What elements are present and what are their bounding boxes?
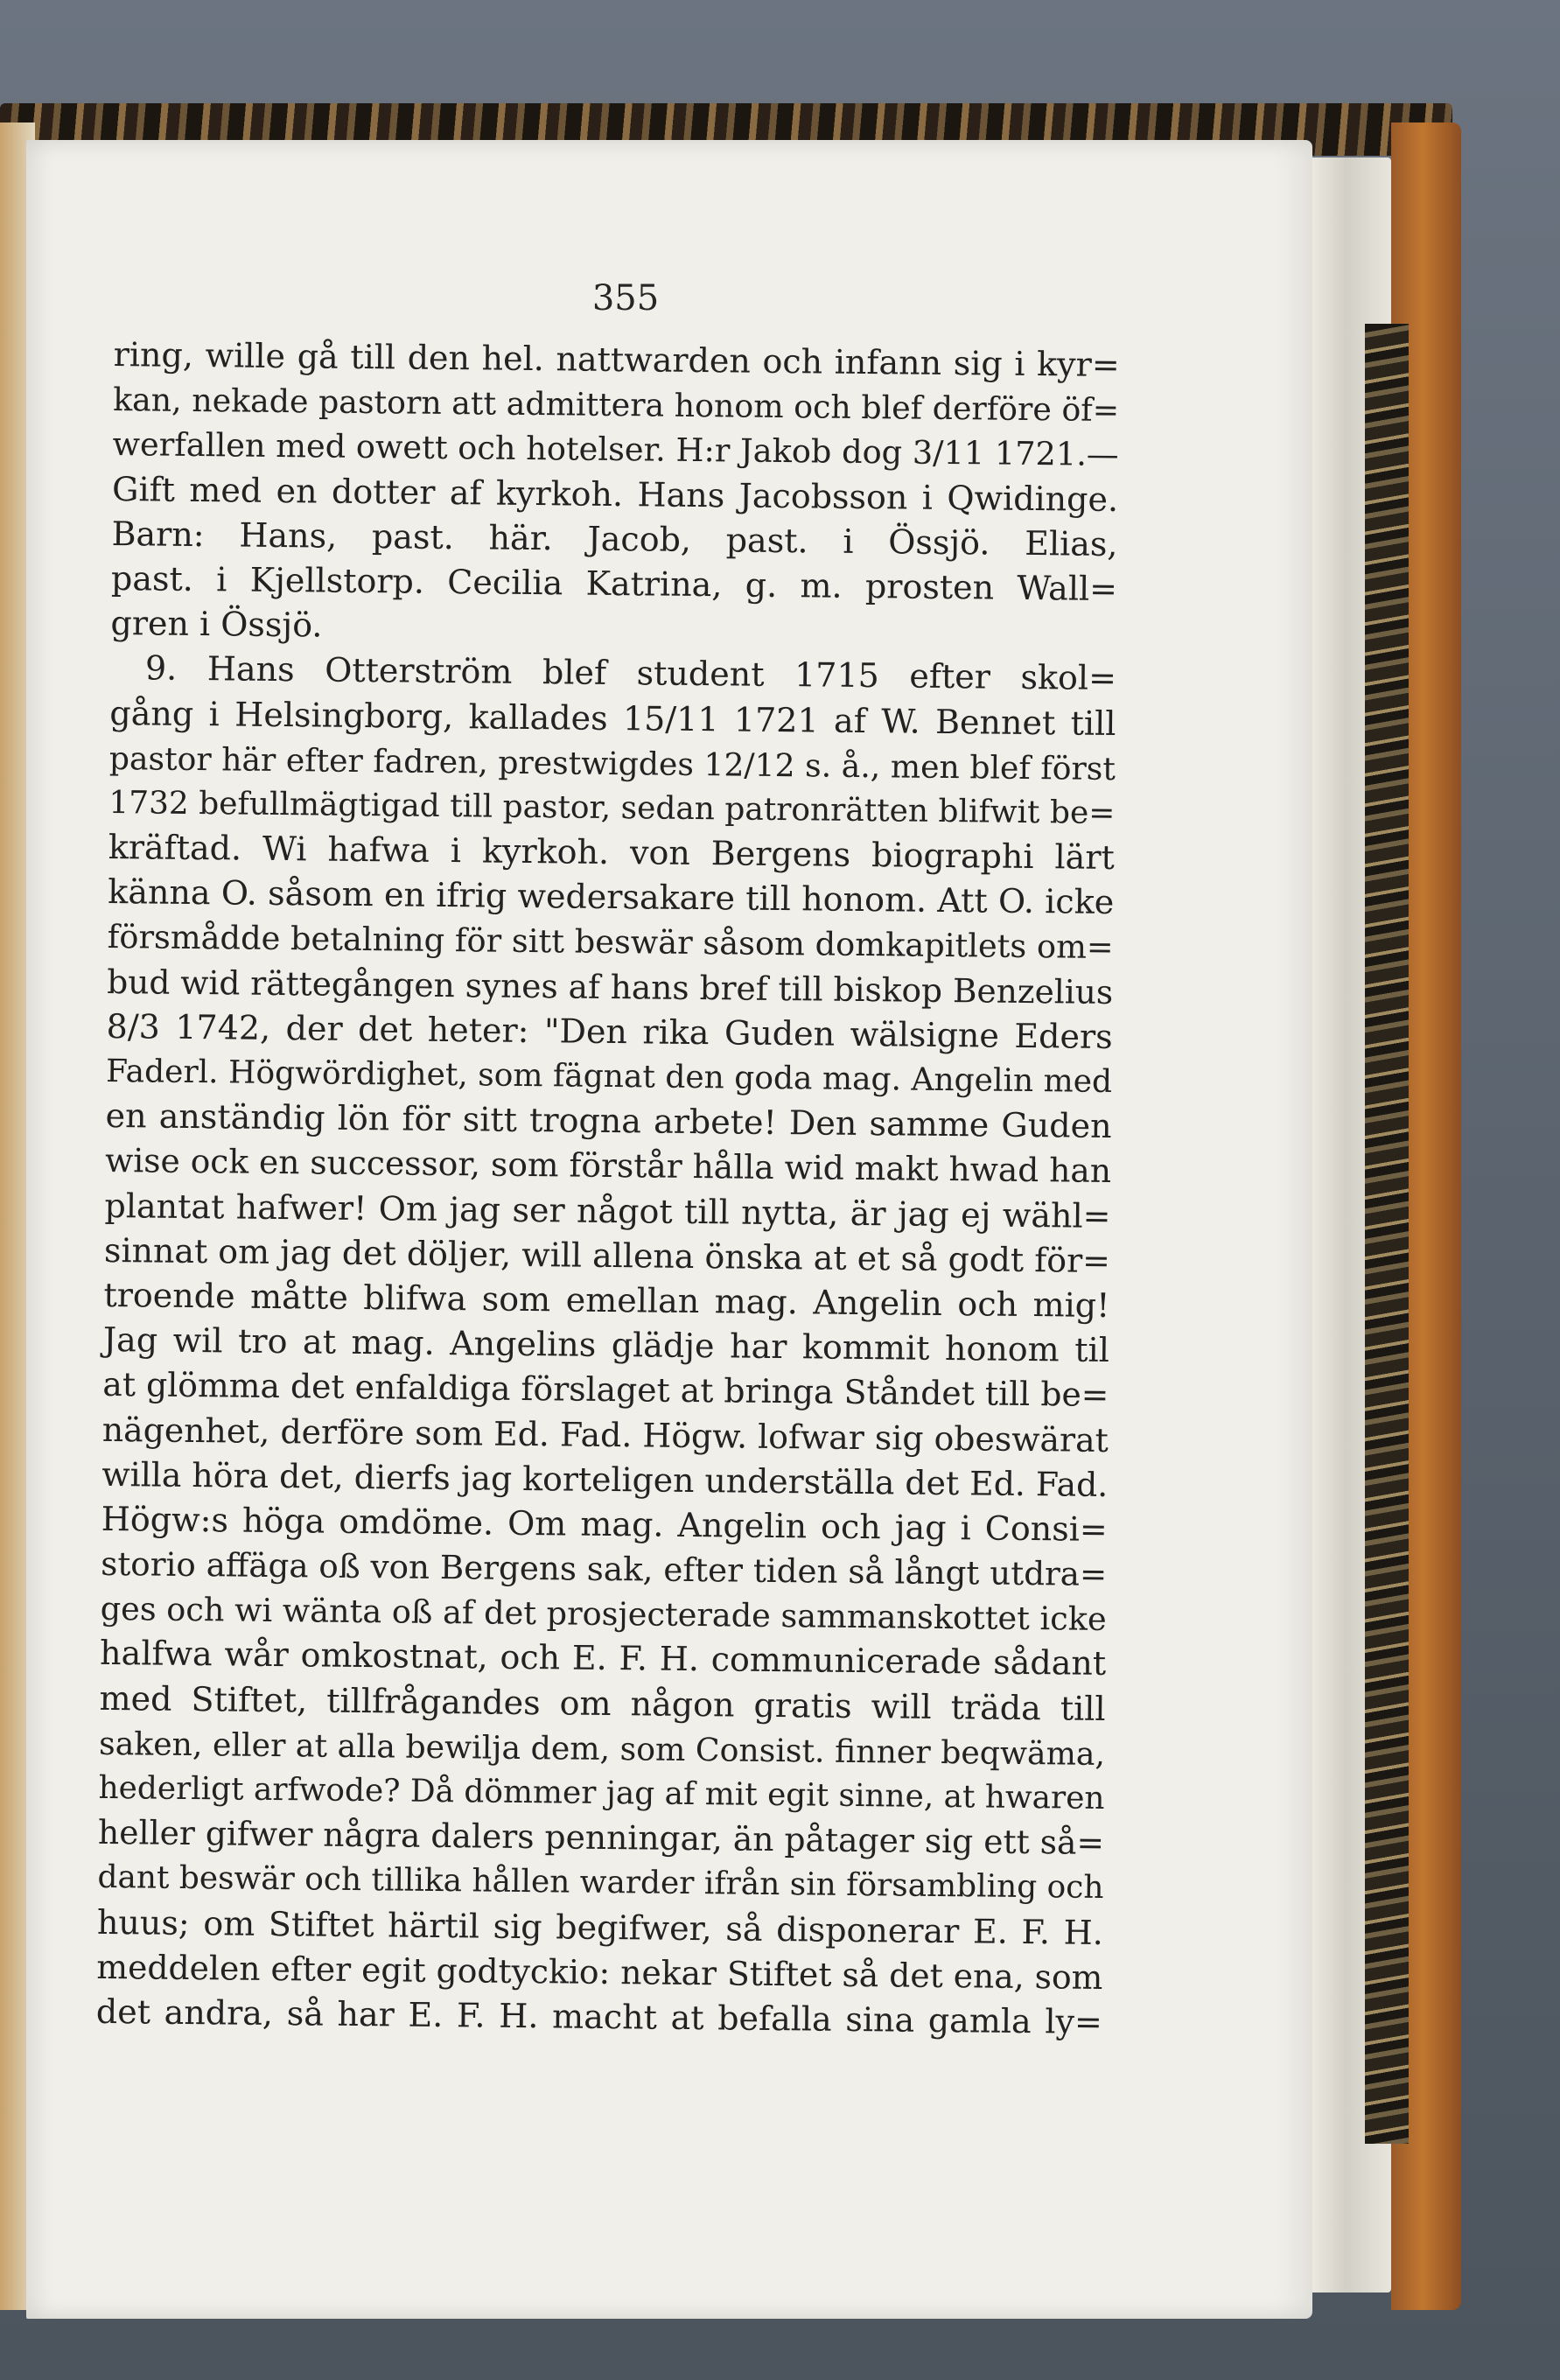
page-text (96, 332, 1120, 2045)
text-line: med Stiftet, tillfrågandes om någon gratis will träda till (99, 1678, 1106, 1728)
text-line: wise ock en successor, som förstår hålla wid makt hwad han (104, 1141, 1112, 1191)
text-line: dant beswär och tillika hållen warder ifrån sin försambling och (97, 1859, 1104, 1907)
text-line: meddelen efter egit godtyckio: nekar Stiftet så det ena, som (96, 1947, 1103, 1997)
text-line: en anständig lön för sitt trogna arbete! Den samme Guden (105, 1096, 1112, 1146)
text-line: bud wid rättegången synes af hans bref till biskop Benzelius (107, 962, 1114, 1012)
text-line: Jag wil tro at mag. Angelins glädje har kommit honom til (102, 1320, 1110, 1370)
text-line: ges och wi wänta oß af det prosjecterade sammanskottet icke (100, 1590, 1107, 1639)
text-line: at glömma det enfaldiga förslaget at bringa Ståndet till be= (102, 1365, 1109, 1415)
page-number: 355 (591, 278, 660, 318)
text-line: willa höra det, dierfs jag korteligen underställa det Ed. Fad. (101, 1454, 1109, 1504)
text-line: pastor här efter fadren, prestwigdes 12/12 s. å., men blef först (108, 738, 1116, 788)
text-line: halfwa wår omkostnat, och E. F. H. communicerade sådant (99, 1634, 1107, 1684)
text-line: plantat hafwer! Om jag ser något till nytta, är jag ej wähl= (104, 1186, 1111, 1236)
text-line: storio affäga oß von Bergens sak, efter tiden så långt utdra= (101, 1544, 1108, 1594)
text-line: Högw:s höga omdöme. Om mag. Angelin och jag i Consi= (101, 1499, 1108, 1549)
text-line: 1732 befullmägtigad till pastor, sedan patronrätten blifwit be= (108, 784, 1116, 831)
text-line: nägenhet, derföre som Ed. Fad. Högw. lofwar sig obeswärat (101, 1410, 1109, 1460)
text-line: huus; om Stiftet härtil sig begifwer, så disponerar E. F. H. (96, 1902, 1104, 1952)
text-line: werfallen med owett och hotelser. H:r Jakob dog 3/11 1721.— (112, 425, 1119, 474)
text-line: kräftad. Wi hafwa i kyrkoh. von Bergens biographi lärt (108, 828, 1116, 878)
text-line: sinnat om jag det döljer, will allena önska at et så godt för= (103, 1230, 1111, 1280)
text-line: 9. Hans Otterström blef student 1715 efter skol= (144, 648, 1117, 698)
marbled-endpaper (1365, 324, 1409, 2144)
text-line: past. i Kjellstorp. Cecilia Katrina, g. m. prosten Wall= (110, 558, 1118, 608)
text-line: Faderl. Högwördighet, som fägnat den goda mag. Angelin med (105, 1053, 1113, 1100)
text-line: saken, eller at alla bewilja dem, som Consist. finner beqwäma, (98, 1724, 1106, 1773)
text-line: troende måtte blifwa som emellan mag. Angelin och mig! (103, 1275, 1110, 1325)
text-line: heller gifwer några dalers penningar, än påtager sig ett så= (97, 1813, 1105, 1863)
text-line: 8/3 1742, der det heter: "Den rika Guden wälsigne Eders (106, 1006, 1113, 1056)
text-line: det andra, så har E. F. H. macht at befalla sina gamla ly= (95, 1992, 1103, 2041)
text-line: känna O. såsom en ifrig wedersakare till honom. Att O. icke (108, 872, 1115, 922)
text-line: ring, wille gå till den hel. nattwarden och infann sig i kyr= (113, 334, 1120, 385)
text-line: försmådde betalning för sitt beswär såsom domkapitlets om= (107, 918, 1114, 967)
text-line: gren i Össjö. (110, 604, 323, 645)
text-line: kan, nekade pastorn att admittera honom och blef derföre öf= (112, 381, 1120, 430)
text-line: Barn: Hans, past. här. Jacob, past. i Össjö. Elias, (111, 514, 1118, 564)
text-line: gång i Helsingborg, kallades 15/11 1721 af W. Bennet till (109, 693, 1116, 743)
text-line: Gift med en dotter af kyrkoh. Hans Jacobsson i Qwidinge. (111, 469, 1119, 519)
text-line: hederligt arfwode? Då dömmer jag af mit egit sinne, at hwaren (98, 1769, 1105, 1816)
